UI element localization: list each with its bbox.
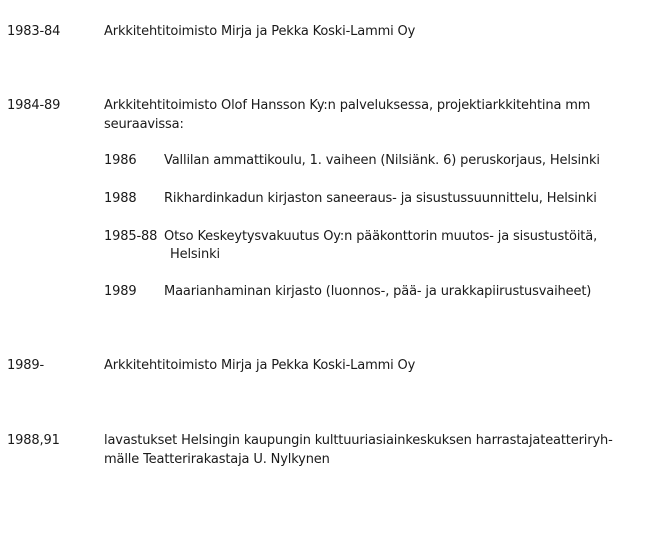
entry-text-1983-84: Arkkitehtitoimisto Mirja ja Pekka Koski-Lammi Oy [104,24,416,39]
project-year-1988: 1988 [104,191,137,206]
project-year-1985-88: 1985-88 [104,229,158,244]
project-text-1986: Vallilan ammattikoulu, 1. vaiheen (Nilsiänk. 6) peruskorjaus, Helsinki [164,153,600,168]
project-text-1985-88-line-2: Helsinki [170,247,220,262]
entry-text-1984-89-line-1: Arkkitehtitoimisto Olof Hansson Ky:n palveluksessa, projektiarkkitehtina mm [104,98,591,113]
project-year-1989: 1989 [104,284,137,299]
project-text-1988: Rikhardinkadun kirjaston saneeraus- ja sisustussuunnittelu, Helsinki [164,191,597,206]
project-text-1989: Maarianhaminan kirjasto (luonnos-, pää- ja urakkapiirustusvaiheet) [164,284,592,299]
entry-text-1984-89-line-2: seuraavissa: [104,117,184,132]
entry-year-1984-89: 1984-89 [7,98,61,113]
entry-text-1988-91-line-1: lavastukset Helsingin kaupungin kulttuuriasiainkeskuksen harrastajateatteriryh- [104,433,613,448]
project-text-1985-88-line-1: Otso Keskeytysvakuutus Oy:n pääkonttorin muutos- ja sisustustöitä, [164,229,598,244]
project-year-1986: 1986 [104,153,137,168]
entry-year-1983-84: 1983-84 [7,24,61,39]
entry-text-1988-91-line-2: mälle Teatterirakastaja U. Nylkynen [104,452,330,467]
entry-year-1989: 1989- [7,358,45,373]
entry-text-1989: Arkkitehtitoimisto Mirja ja Pekka Koski-Lammi Oy [104,358,416,373]
entry-year-1988-91: 1988,91 [7,433,60,448]
